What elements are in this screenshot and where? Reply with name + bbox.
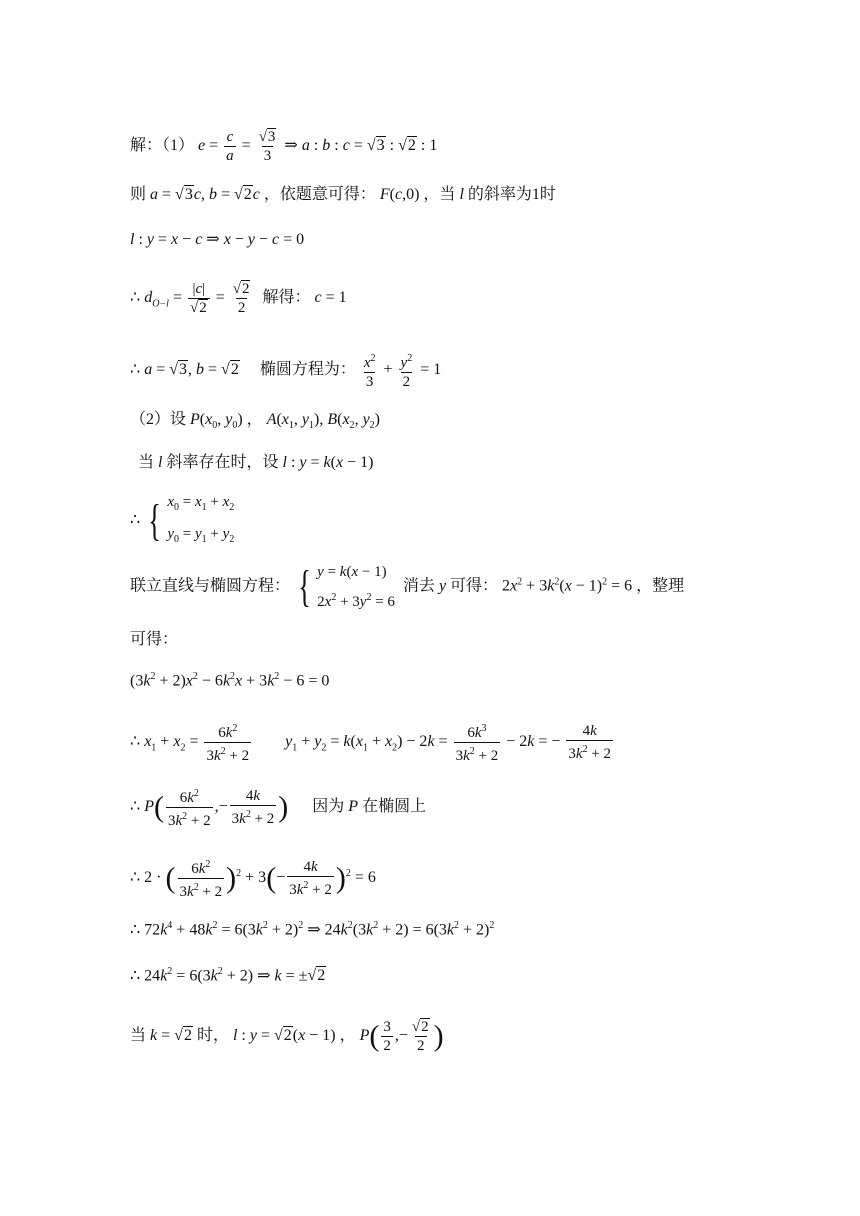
solution-line-6: （2）设 $P(x_0$, $y_0$) ， $A(x_1$, $y_1$), $B(x_2$, $y_2$) [130, 411, 380, 432]
solution-line-8: ∴ { $x_0 = x_1 + x_2$ $y_0 = y_1 + y_2$ [130, 494, 235, 545]
solution-line-9: 联立直线与椭圆方程： { y = k(x − 1) $2x^2 + 3y^2 = 6$ 消去 y 可得： $2x^2 + 3k^2(x - 1)^2 = 6$ ，整理 [130, 562, 685, 611]
solution-line-17: 当 k = √ 2 时， l : y = √ 2(x − 1) ， P( $\frac{3}{2}$ ,− √ $\frac{2}{2}$ ) [130, 1018, 444, 1055]
solution-line-10: 可得： [130, 631, 179, 648]
solution-line-13: ∴ P( $\frac{6k^2}{3k^2 + 2}$ ,− $\frac{4k}{3k^2 + 2}$ ) 因为 P 在椭圆上 [130, 788, 427, 829]
solution-line-15: ∴ $72k^4 + 48k^2 = 6(3k^2 + 2)^2$ ⇒ $24k^2(3k^2 + 2) = 6(3k^2 + 2)^2$ [130, 920, 495, 939]
solution-line-16: ∴ $24k^2 = 6(3k^2 + 2)$ ⇒ k = ±√ 2 [130, 962, 326, 986]
solution-line-2: 则 a = √ 3c, b = √ 2c ，依题意可得： F(c,0) ，当 l 的斜率为1时 [130, 185, 556, 205]
solution-line-11: $(3k^2 + 2)x^2 - 6k^2x + 3k^2 - 6 = 0$ [130, 671, 330, 690]
solution-line-3: l : y = x − c ⇒ x − y − c = 0 [130, 231, 305, 248]
solution-line-14: ∴ 2 · ( $\frac{6k^2}{3k^2 + 2}$ )$^2$ + 3(− $\frac{4k}{3k^2 + 2}$ )$^2$ = 6 [130, 859, 376, 900]
solution-line-12: ∴ $x_1 + x_2$ = $\frac{6k^2}{3k^2 + 2}$ $y_1 + y_2 = k(x_1 + x_2) - 2k$ = $\frac{6k^3}{3k^2 + 2}$ − 2k = − $\frac{4k}{3k^2 + 2}$ [130, 723, 612, 764]
solution-line-1: 解：（1） e = $\frac{c}{a}$ = √ $\frac{3}{3}$ ⇒ a : b : c = √ 3 : √ 2 : 1 [130, 128, 437, 165]
solution-line-7: 当 l 斜率存在时，设 l : y = k(x − 1) [138, 454, 374, 471]
solution-line-5: ∴ a = √ 3, b = √ 2 椭圆方程为： $\frac{x^2}{3}$ + $\frac{y^2}{2}$ = 1 [130, 350, 441, 391]
solution-line-4: ∴ $d_{O-l}$ = |c| √ 2 = √ $\frac{2}{2}$ 解得： c = 1 [130, 280, 347, 317]
